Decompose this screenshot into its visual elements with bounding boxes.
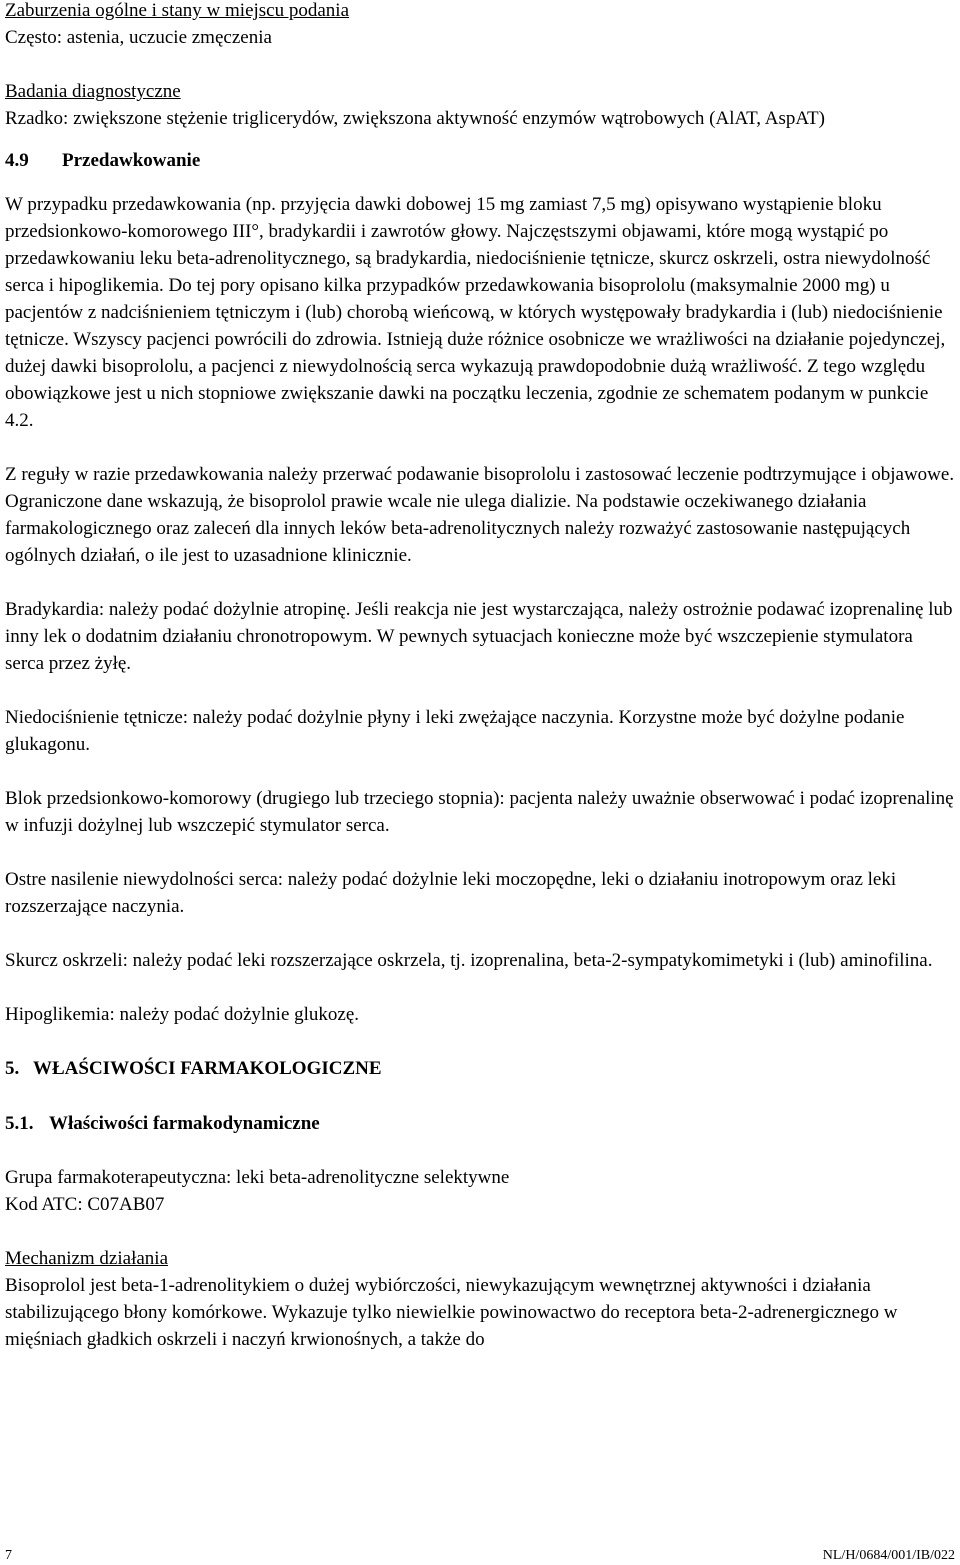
hypotension-paragraph: Niedociśnienie tętnicze: należy podać dożylnie płyny i leki zwężające naczynia. Korzystne może być dożylne podanie glukagonu. (5, 707, 905, 755)
hypoglycemia-paragraph: Hipoglikemia: należy podać dożylnie glukozę. (5, 1004, 360, 1025)
pharmacodynamic-heading (5, 1110, 955, 1137)
general-disorders-text: Często: astenia, uczucie zmęczenia (5, 27, 272, 48)
heart-failure-paragraph: Ostre nasilenie niewydolności serca: należy podać dożylnie leki moczopędne, leki o działaniu inotropowym oraz leki rozszerzające naczynia. (5, 869, 897, 917)
page-number: 7 (5, 1548, 12, 1563)
overdose-section-title: Przedawkowanie (62, 150, 201, 171)
general-disorders-heading: Zaburzenia ogólne i stany w miejscu podania (5, 0, 350, 21)
pharmacological-section-title: WŁAŚCIWOŚCI FARMAKOLOGICZNE (33, 1058, 382, 1079)
av-block-paragraph: Blok przedsionkowo-komorowy (drugiego lub trzeciego stopnia): pacjenta należy uważnie obserwować i podać izoprenalinę w infuzji dożylnej lub wszczepić stymulator serca. (5, 788, 954, 836)
diagnostics-heading: Badania diagnostyczne (5, 81, 181, 102)
pharmacodynamic-section-number: 5.1. (5, 1113, 34, 1134)
bronchospasm-paragraph: Skurcz oskrzeli: należy podać leki rozszerzające oskrzela, tj. izoprenalina, beta-2-sympatykomimetyki i (lub) aminofilina. (5, 950, 933, 971)
pharmacodynamic-section-title: Właściwości farmakodynamiczne (49, 1113, 320, 1134)
bradycardia-paragraph: Bradykardia: należy podać dożylnie atropinę. Jeśli reakcja nie jest wystarczająca, należy ostrożnie podawać izoprenalinę lub inny lek o dodatnim działaniu chronotropowym. W pewnych sytuacjach konieczne może być wszczepienie stymulatora serca przez żyłę. (5, 599, 953, 674)
pharmacotherapeutic-group: Grupa farmakoterapeutyczna: leki beta-adrenolityczne selektywne (5, 1167, 510, 1188)
atc-code: Kod ATC: C07AB07 (5, 1194, 165, 1215)
overdose-heading (5, 147, 955, 174)
diagnostics-text: Rzadko: zwiększone stężenie triglicerydów, zwiększona aktywność enzymów wątrobowych (AlAT, AspAT) (5, 108, 825, 129)
mechanism-text: Bisoprolol jest beta-1-adrenolitykiem o dużej wybiórczości, niewykazującym wewnętrznej aktywności i działania stabilizującego błony komórkowe. Wykazuje tylko niewielkie powinowactwo do receptora beta-2-adrenergicznego w mięśniach gładkich oskrzeli i naczyń krwionośnych, a także do (5, 1275, 898, 1350)
pharmacological-heading (5, 1055, 955, 1082)
pharmacological-section-number: 5. (5, 1058, 20, 1079)
overdose-section-number: 4.9 (5, 150, 29, 171)
overdose-paragraph-2: Z reguły w razie przedawkowania należy przerwać podawanie bisoprololu i zastosować leczenie podtrzymujące i objawowe. Ograniczone dane wskazują, że bisoprolol prawie wcale nie ulega dializie. Na podstawie oczekiwanego działania farmakologicznego oraz zaleceń dla innych leków beta-adrenolitycznych należy rozważyć zastosowanie następujących ogólnych działań, o ile jest to uzasadnione klinicznie. (5, 464, 955, 566)
mechanism-heading: Mechanizm działania (5, 1248, 169, 1269)
overdose-paragraph-1: W przypadku przedawkowania (np. przyjęcia dawki dobowej 15 mg zamiast 7,5 mg) opisywano wystąpienie bloku przedsionkowo-komorowego III°, bradykardii i zawrotów głowy. Najczęstszymi objawami, które mogą wystąpić po przedawkowaniu leku beta-adrenolitycznego, są bradykardia, niedociśnienie tętnicze, skurcz oskrzeli, ostra niewydolność serca i hipoglikemia. Do tej pory opisano kilka przypadków przedawkowania bisoprololu (maksymalnie 2000 mg) u pacjentów z nadciśnieniem tętniczym i (lub) chorobą wieńcową, w których występowały bradykardia i (lub) niedociśnienie tętnicze. Wszyscy pacjenci powrócili do zdrowia. Istnieją duże różnice osobnicze we wrażliwości na działanie pojedynczej, dużej dawki bisoprololu, a pacjenci z niewydolnością serca wykazują prawdopodobnie dużą wrażliwość. Z tego względu obowiązkowe jest u nich stopniowe zwiększanie dawki na początku leczenia, zgodnie ze schematem podanym w punkcie 4.2. (5, 194, 946, 431)
document-page (5, 0, 955, 1353)
document-reference: NL/H/0684/001/IB/022 (822, 1548, 955, 1563)
